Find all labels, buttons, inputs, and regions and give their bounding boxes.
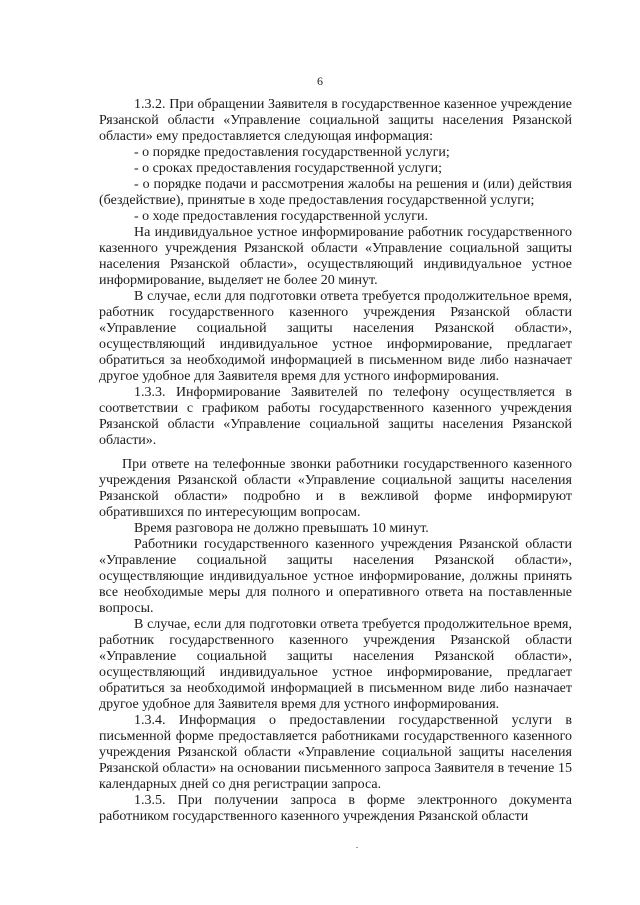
list-item: - о сроках предоставления государственной услуги; — [134, 161, 443, 176]
paragraph-oral-info-time: На индивидуальное устное информирование работник государственного казенного учреждения Рязанской области «Управление социальной защиты населения Рязанской области», осуществляющий индивидуальное устное информирование, выделяет не более 20 минут. — [99, 225, 572, 288]
list-item: - о порядке подачи и рассмотрения жалобы на решения и (или) действия (бездействие), принятые в ходе предоставления государственной услуги; — [99, 177, 572, 208]
scan-speck — [356, 847, 358, 848]
paragraph-1-3-3: 1.3.3. Информирование Заявителей по телефону осуществляется в соответствии с графиком работы государственного казенного учреждения Рязанской области «Управление социальной защиты населения Рязанской области». — [99, 385, 572, 448]
list-item: - о ходе предоставления государственной услуги. — [134, 209, 429, 224]
paragraph-1-3-4: 1.3.4. Информация о предоставлении государственной услуги в письменной форме предоставляется работниками государственного казенного учреждения Рязанской области «Управление социальной защиты населения Рязанской области» на основании письменного запроса Заявителя в течение 15 календарных дней со дня регистрации запроса. — [99, 713, 572, 792]
paragraph-long-answer-phone: В случае, если для подготовки ответа требуется продолжительное время, работник государственного казенного учреждения Рязанской области «Управление социальной защиты населения Рязанской области», осуществляющий индивидуальное устное информирование, предлагает обратиться за необходимой информацией в письменном виде либо назначает другое удобное для Заявителя время для устного информирования. — [99, 617, 572, 712]
paragraph-call-duration: Время разговора не должно превышать 10 минут. — [134, 521, 429, 536]
list-item: - о порядке предоставления государственной услуги; — [134, 145, 450, 160]
paragraph-1-3-2: 1.3.2. При обращении Заявителя в государственное казенное учреждение Рязанской области «Управление социальной защиты населения Рязанской области» ему предоставляется следующая информация: — [99, 97, 572, 144]
paragraph-long-answer-oral: В случае, если для подготовки ответа требуется продолжительное время, работник государственного казенного учреждения Рязанской области «Управление социальной защиты населения Рязанской области», осуществляющий индивидуальное устное информирование, предлагает обратиться за необходимой информацией в письменном виде либо назначает другое удобное для Заявителя время для устного информирования. — [99, 289, 572, 384]
paragraph-workers-measures: Работники государственного казенного учреждения Рязанской области «Управление социальной защиты населения Рязанской области», осуществляющие индивидуальное устное информирование, должны принять все необходимые меры для полного и оперативного ответа на поставленные вопросы. — [99, 537, 572, 616]
paragraph-1-3-5: 1.3.5. При получении запроса в форме электронного документа работником государственного казенного учреждения Рязанской области — [99, 793, 572, 824]
page-number: 6 — [317, 74, 323, 88]
document-body — [99, 97, 572, 825]
paragraph-phone-calls: При ответе на телефонные звонки работники государственного казенного учреждения Рязанской области «Управление социальной защиты населения Рязанской области» подробно и в вежливой форме информируют обратившихся по интересующим вопросам. — [99, 457, 572, 520]
